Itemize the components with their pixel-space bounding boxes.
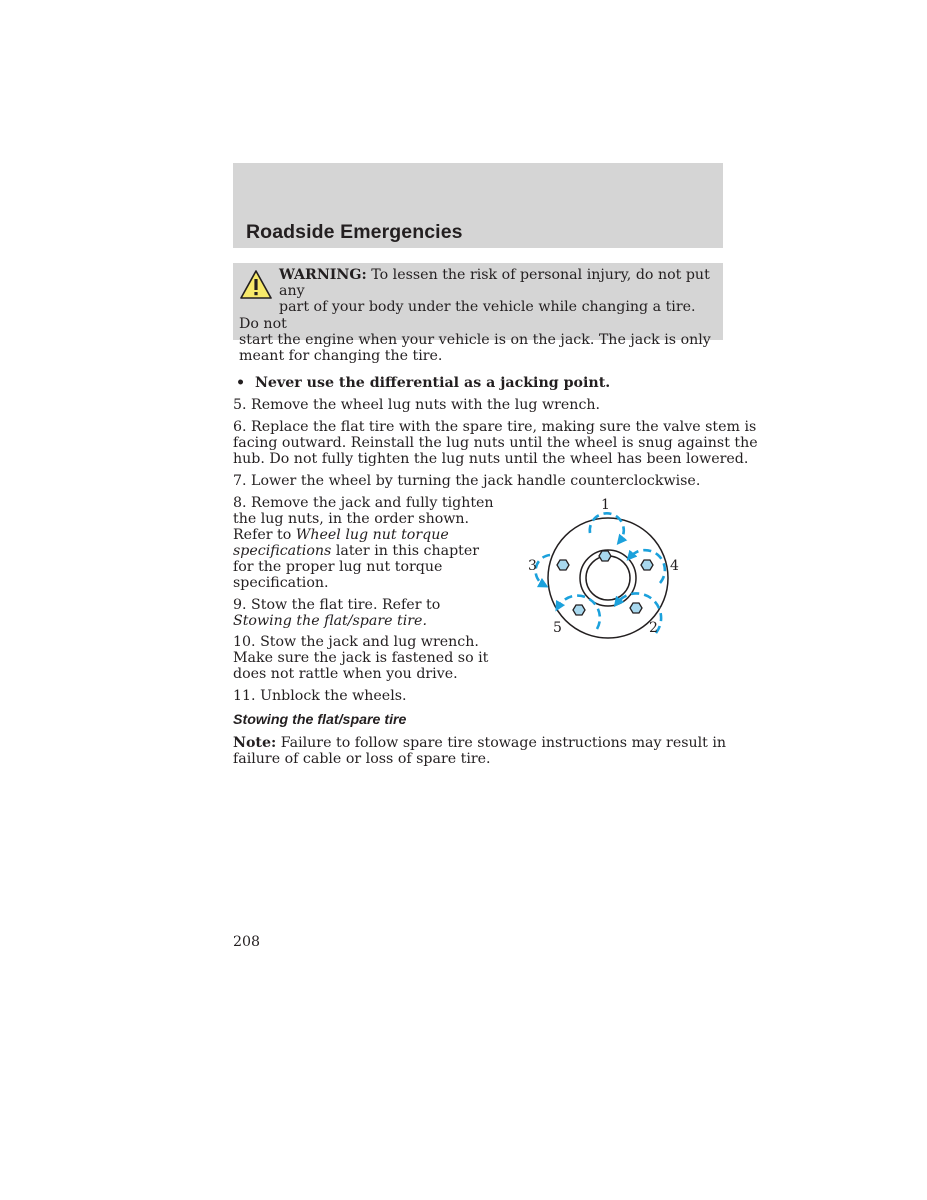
note-label: Note: [233,735,277,751]
diagram-label-1: 1 [601,497,610,513]
hub-inner [586,556,630,600]
warning-label: WARNING: [279,267,367,283]
section-header [233,163,723,248]
diagram-label-3: 3 [528,558,537,574]
step-10: 10. Stow the jack and lug wrench. Make sure the jack is fastened so it does not rattle when you drive. [233,634,489,682]
stowing-heading: Stowing the flat/spare tire [233,712,407,728]
diagram-label-2: 2 [649,620,658,636]
lug-nut-tightening-diagram [520,493,690,643]
warning-triangle-icon [239,269,273,301]
step-9: 9. Stow the flat tire. Refer to Stowing the flat/spare tire. [233,597,441,629]
step-7: 7. Lower the wheel by turning the jack handle counterclockwise. [233,473,701,489]
step-6: 6. Replace the flat tire with the spare tire, making sure the valve stem is facing outward. Reinstall the lug nuts until the wheel is snug against the hub. Do not fully tighten the lug nuts until the wheel has been lowered. [233,419,758,467]
warning-line-4: meant for changing the tire. [239,348,443,365]
warning-line-3: start the engine when your vehicle is on the jack. The jack is only [239,331,711,348]
step-5: 5. Remove the wheel lug nuts with the lug wrench. [233,397,601,413]
diagram-label-5: 5 [553,620,562,636]
bullet-marker: • [236,375,246,391]
diagram-label-4: 4 [670,558,679,574]
bullet-text: Never use the differential as a jacking point. [254,375,611,391]
step-11: 11. Unblock the wheels. [233,688,407,704]
stowing-note: Note: Failure to follow spare tire stowage instructions may result in failure of cable or loss of spare tire. [233,735,727,767]
step-8: 8. Remove the jack and fully tighten the lug nuts, in the order shown. Refer to Wheel lug nut torque specifications later in this chapter for the proper lug nut torque specification. [233,495,494,591]
section-title: Roadside Emergencies [246,221,463,243]
page-number: 208 [233,934,261,950]
reference-torque-spec: Wheel lug nut torque [295,527,449,543]
reference-stowing: Stowing the flat/spare tire. [233,613,427,629]
warning-line-1: WARNING: To lessen the risk of personal injury, do not put any [279,267,710,300]
warning-box [233,263,723,365]
bullet-differential [236,375,610,391]
warning-line-2: part of your body under the vehicle while changing a tire. Do not [239,299,696,332]
